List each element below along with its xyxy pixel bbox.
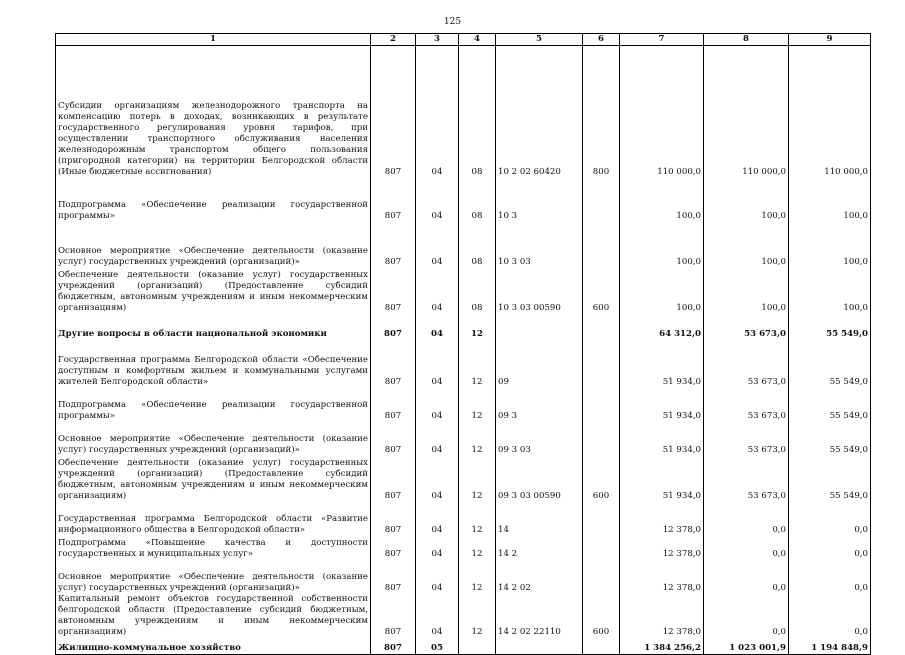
row-value-cell: 600 — [583, 594, 620, 638]
row-name-cell: Обеспечение деятельности (оказание услуг) государственных учреждений (организаций) (Предоставление субсидий бюджетным, автономным учреждениям и иным некоммерческим организациям) — [56, 268, 371, 314]
row-name-cell: Обеспечение деятельности (оказание услуг) государственных учреждений (организаций) (Предоставление субсидий бюджетным, автономным учреждениям и иным некоммерческим организациям) — [56, 456, 371, 502]
column-number-row — [56, 34, 871, 46]
row-value-cell — [583, 388, 620, 422]
row-name-cell: Субсидии организациям железнодорожного транспорта на компенсацию потерь в доходах, возникающих в результате государственного регулирования уровня тарифов, при осуществлении транспортного обслуживания населения железнодорожным транспортом общего пользования (пригородной категории) на территории Белгородской области (Иные бюджетные ассигнования) — [56, 46, 371, 179]
row-value-cell: 04 — [416, 340, 459, 388]
row-value-cell — [496, 314, 583, 340]
budget-table — [55, 33, 871, 655]
row-name-cell: Государственная программа Белгородской области «Развитие информационного общества в Белгородской области» — [56, 502, 371, 536]
table-row — [56, 46, 871, 179]
row-value-cell — [583, 560, 620, 594]
row-value-cell: 04 — [416, 268, 459, 314]
row-value-cell: 0,0 — [704, 594, 789, 638]
table-row — [56, 388, 871, 422]
row-value-cell: 53 673,0 — [704, 314, 789, 340]
row-value-cell: 1 194 848,9 — [789, 638, 871, 655]
table-body — [56, 46, 871, 655]
row-name-cell: Капитальный ремонт объектов государственной собственности белгородской области (Предоставление субсидий бюджетным, автономным учреждениям и иным некоммерческим организациям) — [56, 594, 371, 638]
table-row — [56, 502, 871, 536]
column-header: 4 — [459, 34, 496, 46]
column-header: 3 — [416, 34, 459, 46]
row-value-cell: 55 549,0 — [789, 340, 871, 388]
row-value-cell: 12 — [459, 536, 496, 560]
row-value-cell — [583, 222, 620, 268]
row-value-cell: 12 378,0 — [620, 560, 704, 594]
column-header: 6 — [583, 34, 620, 46]
row-value-cell: 10 2 02 60420 — [496, 46, 583, 179]
column-header: 5 — [496, 34, 583, 46]
column-header: 7 — [620, 34, 704, 46]
table-row — [56, 178, 871, 222]
row-value-cell: 08 — [459, 178, 496, 222]
row-value-cell: 04 — [416, 46, 459, 179]
row-value-cell: 51 934,0 — [620, 340, 704, 388]
row-value-cell: 100,0 — [789, 268, 871, 314]
row-name-cell: Подпрограмма «Обеспечение реализации государственной программы» — [56, 178, 371, 222]
row-value-cell: 12 — [459, 388, 496, 422]
row-value-cell: 100,0 — [789, 222, 871, 268]
row-value-cell: 08 — [459, 268, 496, 314]
row-value-cell — [583, 340, 620, 388]
row-value-cell: 807 — [371, 594, 416, 638]
row-value-cell: 100,0 — [789, 178, 871, 222]
row-name-cell: Основное мероприятие «Обеспечение деятельности (оказание услуг) государственных учреждений (организаций)» — [56, 422, 371, 456]
row-value-cell: 04 — [416, 594, 459, 638]
row-value-cell: 0,0 — [789, 594, 871, 638]
row-name-cell: Подпрограмма «Повышение качества и доступности государственных и муниципальных услуг» — [56, 536, 371, 560]
row-value-cell: 04 — [416, 178, 459, 222]
row-value-cell: 807 — [371, 340, 416, 388]
table-row — [56, 340, 871, 388]
row-value-cell: 04 — [416, 560, 459, 594]
table-row — [56, 456, 871, 502]
row-value-cell: 807 — [371, 422, 416, 456]
row-value-cell: 14 2 — [496, 536, 583, 560]
row-value-cell — [583, 314, 620, 340]
row-value-cell: 51 934,0 — [620, 422, 704, 456]
row-name-cell: Основное мероприятие «Обеспечение деятельности (оказание услуг) государственных учреждений (организаций)» — [56, 560, 371, 594]
row-value-cell: 51 934,0 — [620, 388, 704, 422]
row-value-cell: 12 — [459, 340, 496, 388]
row-value-cell: 0,0 — [704, 502, 789, 536]
row-value-cell: 807 — [371, 314, 416, 340]
row-value-cell: 51 934,0 — [620, 456, 704, 502]
row-value-cell: 807 — [371, 560, 416, 594]
row-value-cell: 12 — [459, 560, 496, 594]
table-row — [56, 222, 871, 268]
row-value-cell: 09 3 03 — [496, 422, 583, 456]
row-value-cell: 55 549,0 — [789, 314, 871, 340]
row-value-cell: 55 549,0 — [789, 422, 871, 456]
column-header: 8 — [704, 34, 789, 46]
row-value-cell: 110 000,0 — [620, 46, 704, 179]
row-value-cell: 55 549,0 — [789, 456, 871, 502]
row-value-cell — [459, 638, 496, 655]
row-value-cell: 110 000,0 — [704, 46, 789, 179]
row-name-cell: Государственная программа Белгородской области «Обеспечение доступным и комфортным жильем и коммунальными услугами жителей Белгородской области» — [56, 340, 371, 388]
row-value-cell: 807 — [371, 222, 416, 268]
row-value-cell: 100,0 — [620, 178, 704, 222]
row-value-cell: 0,0 — [704, 560, 789, 594]
row-value-cell: 100,0 — [620, 268, 704, 314]
row-value-cell: 04 — [416, 314, 459, 340]
row-value-cell: 807 — [371, 268, 416, 314]
row-value-cell: 05 — [416, 638, 459, 655]
row-value-cell: 12 — [459, 456, 496, 502]
row-value-cell: 14 — [496, 502, 583, 536]
row-value-cell: 04 — [416, 222, 459, 268]
row-value-cell: 12 — [459, 422, 496, 456]
column-header: 9 — [789, 34, 871, 46]
row-value-cell: 100,0 — [704, 178, 789, 222]
row-value-cell: 09 3 — [496, 388, 583, 422]
row-value-cell: 0,0 — [704, 536, 789, 560]
row-value-cell: 08 — [459, 46, 496, 179]
column-header: 1 — [56, 34, 371, 46]
row-value-cell: 807 — [371, 456, 416, 502]
row-value-cell: 14 2 02 — [496, 560, 583, 594]
row-value-cell: 12 — [459, 594, 496, 638]
table-row — [56, 268, 871, 314]
row-value-cell — [583, 502, 620, 536]
row-value-cell: 55 549,0 — [789, 388, 871, 422]
row-value-cell: 09 — [496, 340, 583, 388]
row-value-cell: 1 023 001,9 — [704, 638, 789, 655]
table-row — [56, 536, 871, 560]
row-value-cell: 0,0 — [789, 560, 871, 594]
row-value-cell: 53 673,0 — [704, 340, 789, 388]
row-value-cell: 04 — [416, 536, 459, 560]
row-value-cell: 64 312,0 — [620, 314, 704, 340]
row-value-cell: 807 — [371, 638, 416, 655]
row-value-cell: 100,0 — [620, 222, 704, 268]
row-value-cell: 0,0 — [789, 502, 871, 536]
column-header: 2 — [371, 34, 416, 46]
row-value-cell: 12 378,0 — [620, 536, 704, 560]
row-value-cell: 100,0 — [704, 268, 789, 314]
row-value-cell — [496, 638, 583, 655]
row-value-cell: 53 673,0 — [704, 388, 789, 422]
row-value-cell: 12 378,0 — [620, 594, 704, 638]
row-value-cell: 04 — [416, 388, 459, 422]
row-value-cell: 100,0 — [704, 222, 789, 268]
table-row — [56, 638, 871, 655]
row-value-cell — [583, 178, 620, 222]
row-value-cell: 10 3 03 00590 — [496, 268, 583, 314]
row-value-cell: 800 — [583, 46, 620, 179]
row-value-cell: 0,0 — [789, 536, 871, 560]
row-value-cell: 53 673,0 — [704, 422, 789, 456]
row-value-cell: 04 — [416, 502, 459, 536]
row-name-cell: Основное мероприятие «Обеспечение деятельности (оказание услуг) государственных учреждений (организаций)» — [56, 222, 371, 268]
table-row — [56, 560, 871, 594]
table-row — [56, 594, 871, 638]
row-value-cell — [583, 422, 620, 456]
row-value-cell: 807 — [371, 388, 416, 422]
row-value-cell: 04 — [416, 422, 459, 456]
row-value-cell: 110 000,0 — [789, 46, 871, 179]
row-value-cell: 807 — [371, 46, 416, 179]
row-value-cell: 10 3 — [496, 178, 583, 222]
row-value-cell — [583, 536, 620, 560]
row-value-cell: 1 384 256,2 — [620, 638, 704, 655]
row-value-cell: 807 — [371, 536, 416, 560]
row-value-cell: 807 — [371, 178, 416, 222]
row-value-cell: 53 673,0 — [704, 456, 789, 502]
row-name-cell: Подпрограмма «Обеспечение реализации государственной программы» — [56, 388, 371, 422]
table-row — [56, 314, 871, 340]
row-value-cell — [583, 638, 620, 655]
row-value-cell: 600 — [583, 268, 620, 314]
row-value-cell: 12 — [459, 314, 496, 340]
row-name-cell: Другие вопросы в области национальной экономики — [56, 314, 371, 340]
row-value-cell: 600 — [583, 456, 620, 502]
row-value-cell: 09 3 03 00590 — [496, 456, 583, 502]
row-value-cell: 14 2 02 22110 — [496, 594, 583, 638]
row-value-cell: 08 — [459, 222, 496, 268]
page-number: 125 — [443, 17, 462, 27]
row-name-cell: Жилищно-коммунальное хозяйство — [56, 638, 371, 655]
row-value-cell: 807 — [371, 502, 416, 536]
table-row — [56, 422, 871, 456]
row-value-cell: 12 — [459, 502, 496, 536]
row-value-cell: 12 378,0 — [620, 502, 704, 536]
row-value-cell: 10 3 03 — [496, 222, 583, 268]
row-value-cell: 04 — [416, 456, 459, 502]
